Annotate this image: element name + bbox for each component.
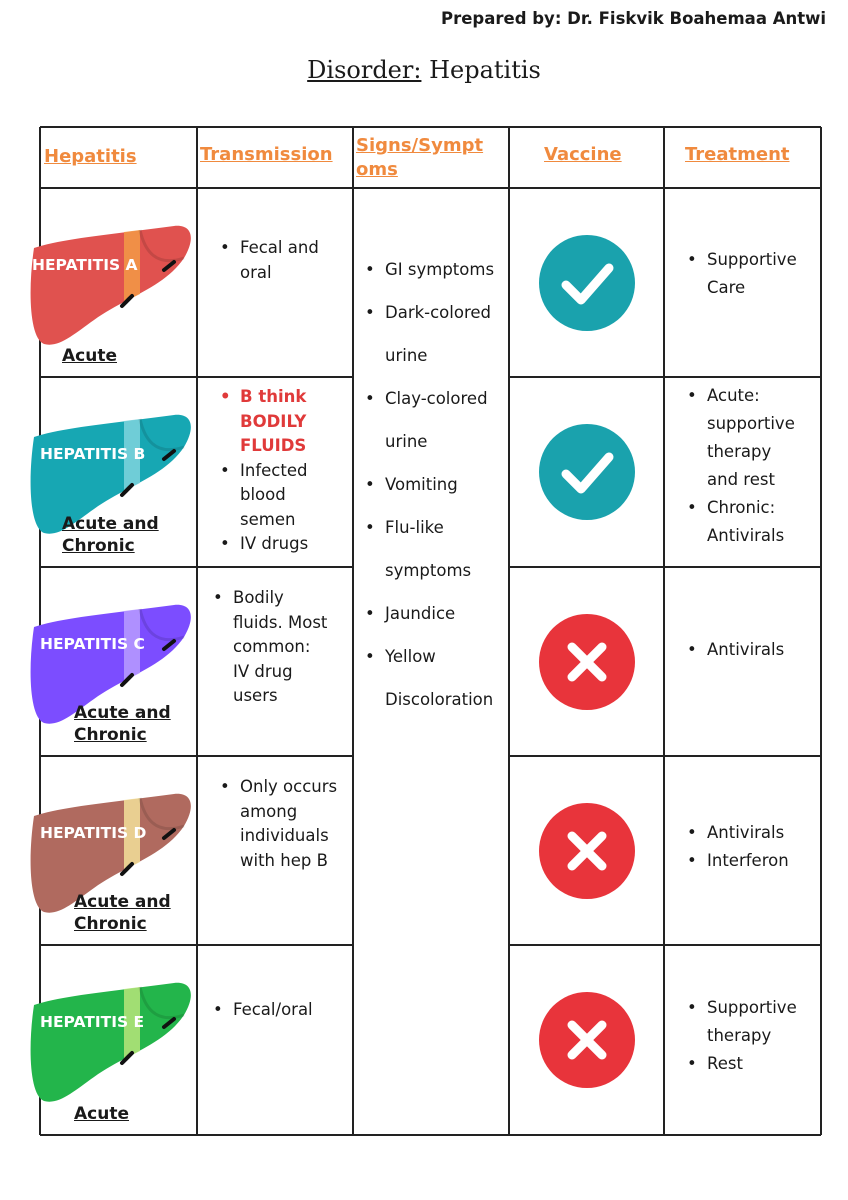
hepatitis-table <box>32 127 821 1135</box>
grid-hline <box>40 944 353 946</box>
treatment-line: therapy <box>707 442 772 461</box>
grid-vline <box>820 127 822 1135</box>
type-line: Acute <box>62 346 117 366</box>
transmission-item <box>218 236 319 285</box>
symptom-item: • GI symptoms <box>363 248 494 291</box>
treatment-list <box>685 819 789 875</box>
treatment-line: therapy <box>707 1026 772 1045</box>
grid-hline <box>509 566 821 568</box>
check-icon <box>539 424 635 520</box>
grid-vline <box>196 127 198 1135</box>
transmission-line: oral <box>240 262 272 282</box>
grid-hline <box>40 755 353 757</box>
treatment-line: supportive <box>707 414 795 433</box>
treatment-list <box>685 246 797 302</box>
header-vaccine: Vaccine <box>544 144 622 165</box>
hepatitis-type <box>74 1103 129 1125</box>
x-icon <box>539 614 635 710</box>
transmission-line: semen <box>240 509 296 529</box>
type-line: Acute and <box>74 703 171 723</box>
header-hepatitis: Hepatitis <box>44 146 137 167</box>
title-label: Disorder: <box>307 56 422 84</box>
transmission-line: IV drugs <box>240 534 309 553</box>
treatment-line: Supportive <box>707 250 797 269</box>
symptom-item: urine <box>385 432 428 451</box>
transmission-list <box>218 775 337 873</box>
symptom-item: • Jaundice <box>363 592 494 635</box>
x-icon <box>539 992 635 1088</box>
x-stroke <box>572 1025 602 1055</box>
symptom-item: Discoloration <box>385 690 494 709</box>
check-icon <box>539 235 635 331</box>
grid-hline <box>40 1134 821 1136</box>
transmission-line: users <box>233 686 278 705</box>
transmission-line: common: <box>233 637 311 656</box>
grid-vline <box>508 127 510 1135</box>
grid-vline <box>663 127 665 1135</box>
type-line: Acute and <box>62 514 159 534</box>
treatment-item <box>685 246 797 302</box>
transmission-line: Infected <box>240 460 308 480</box>
transmission-line: Fecal/oral <box>233 1000 313 1019</box>
treatment-item <box>685 847 789 875</box>
transmission-line: Bodily <box>233 588 284 607</box>
type-line: Chronic <box>62 536 135 556</box>
transmission-line: B think <box>240 387 307 406</box>
treatment-line: Acute: <box>707 386 760 405</box>
grid-hline <box>40 566 353 568</box>
vaccine-x-badge <box>539 992 635 1088</box>
vaccine-check-badge <box>539 424 635 520</box>
page-title <box>0 56 848 84</box>
treatment-line: Interferon <box>707 851 789 870</box>
transmission-line: IV drug <box>233 661 293 681</box>
transmission-list <box>218 236 319 285</box>
hepatitis-type <box>62 345 117 367</box>
grid-hline <box>509 755 821 757</box>
type-line: Chronic <box>74 725 147 745</box>
treatment-line: Rest <box>707 1054 743 1073</box>
liver-icon <box>24 965 196 1105</box>
grid-hline <box>509 944 821 946</box>
transmission-line: BODILY <box>240 411 307 431</box>
transmission-item <box>218 775 337 873</box>
vaccine-x-badge <box>539 803 635 899</box>
check-stroke <box>566 268 609 300</box>
treatment-line: and rest <box>707 470 775 489</box>
transmission-line: with hep B <box>240 850 328 870</box>
transmission-item <box>211 586 327 709</box>
transmission-list <box>211 998 313 1023</box>
hepatitis-type <box>74 702 171 746</box>
transmission-line: FLUIDS <box>240 436 307 455</box>
signs-symptoms-list <box>363 248 494 721</box>
liver-body <box>31 983 191 1102</box>
symptom-item: • Yellow <box>363 635 494 678</box>
treatment-line: Antivirals <box>707 823 785 842</box>
treatment-line: Antivirals <box>707 640 785 659</box>
transmission-list <box>211 586 327 709</box>
hepatitis-type <box>74 891 171 935</box>
symptom-item: • Dark-colored <box>363 291 494 334</box>
check-stroke <box>566 457 609 489</box>
transmission-line: Only occurs <box>240 777 338 796</box>
liver-label: HEPATITIS D <box>40 824 147 842</box>
header-signs-line-1: Signs/Sympt <box>356 135 484 156</box>
header-treatment: Treatment <box>685 144 790 165</box>
treatment-item <box>685 636 784 664</box>
header-signs-symptoms <box>356 134 483 182</box>
liver-label: HEPATITIS E <box>40 1013 145 1031</box>
transmission-line: individuals <box>240 826 329 845</box>
grid-hline <box>509 376 821 378</box>
transmission-list <box>218 385 308 557</box>
treatment-item <box>685 819 789 847</box>
transmission-line: blood <box>240 485 286 504</box>
vaccine-check-badge <box>539 235 635 331</box>
type-line: Acute and <box>74 892 171 912</box>
treatment-line: Supportive <box>707 998 797 1017</box>
liver-label: HEPATITIS B <box>40 445 146 463</box>
transmission-item <box>211 998 313 1023</box>
grid-hline <box>40 376 353 378</box>
treatment-item <box>685 994 797 1050</box>
grid-hline <box>40 187 821 189</box>
transmission-line: fluids. Most <box>233 612 328 632</box>
hepatitis-type <box>62 513 159 557</box>
liver-body <box>31 226 191 345</box>
treatment-line: Care <box>707 278 746 297</box>
symptom-item: symptoms <box>385 561 472 580</box>
header-signs-line-2: oms <box>356 159 398 180</box>
treatment-item <box>685 382 795 494</box>
grid-hline <box>40 126 821 128</box>
transmission-item <box>218 532 308 557</box>
type-line: Acute <box>74 1104 129 1124</box>
grid-vline <box>352 127 354 1135</box>
treatment-item <box>685 1050 797 1078</box>
header-transmission: Transmission <box>200 144 333 165</box>
treatment-list <box>685 994 797 1078</box>
prepared-by: Prepared by: Dr. Fiskvik Boahemaa Antwi <box>441 9 826 28</box>
symptom-item: • Vomiting <box>363 463 494 506</box>
transmission-item <box>218 459 308 533</box>
x-stroke <box>572 647 602 677</box>
x-icon <box>539 803 635 899</box>
liver-icon <box>24 208 196 348</box>
liver-label: HEPATITIS C <box>40 635 145 653</box>
type-line: Chronic <box>74 914 147 934</box>
treatment-line: Chronic: <box>707 498 776 517</box>
symptom-item: • Flu-like <box>363 506 494 549</box>
treatment-line: Antivirals <box>707 526 785 545</box>
treatment-list <box>685 636 784 664</box>
x-stroke <box>572 836 602 866</box>
vaccine-x-badge <box>539 614 635 710</box>
transmission-line: Fecal and <box>240 238 319 257</box>
liver-label: HEPATITIS A <box>32 256 138 274</box>
treatment-list <box>685 382 795 550</box>
title-value: Hepatitis <box>429 56 541 84</box>
symptom-item: urine <box>385 346 428 365</box>
treatment-item <box>685 494 795 550</box>
transmission-line: among <box>240 801 298 821</box>
symptom-item: • Clay-colored <box>363 377 494 420</box>
transmission-item <box>218 385 308 459</box>
